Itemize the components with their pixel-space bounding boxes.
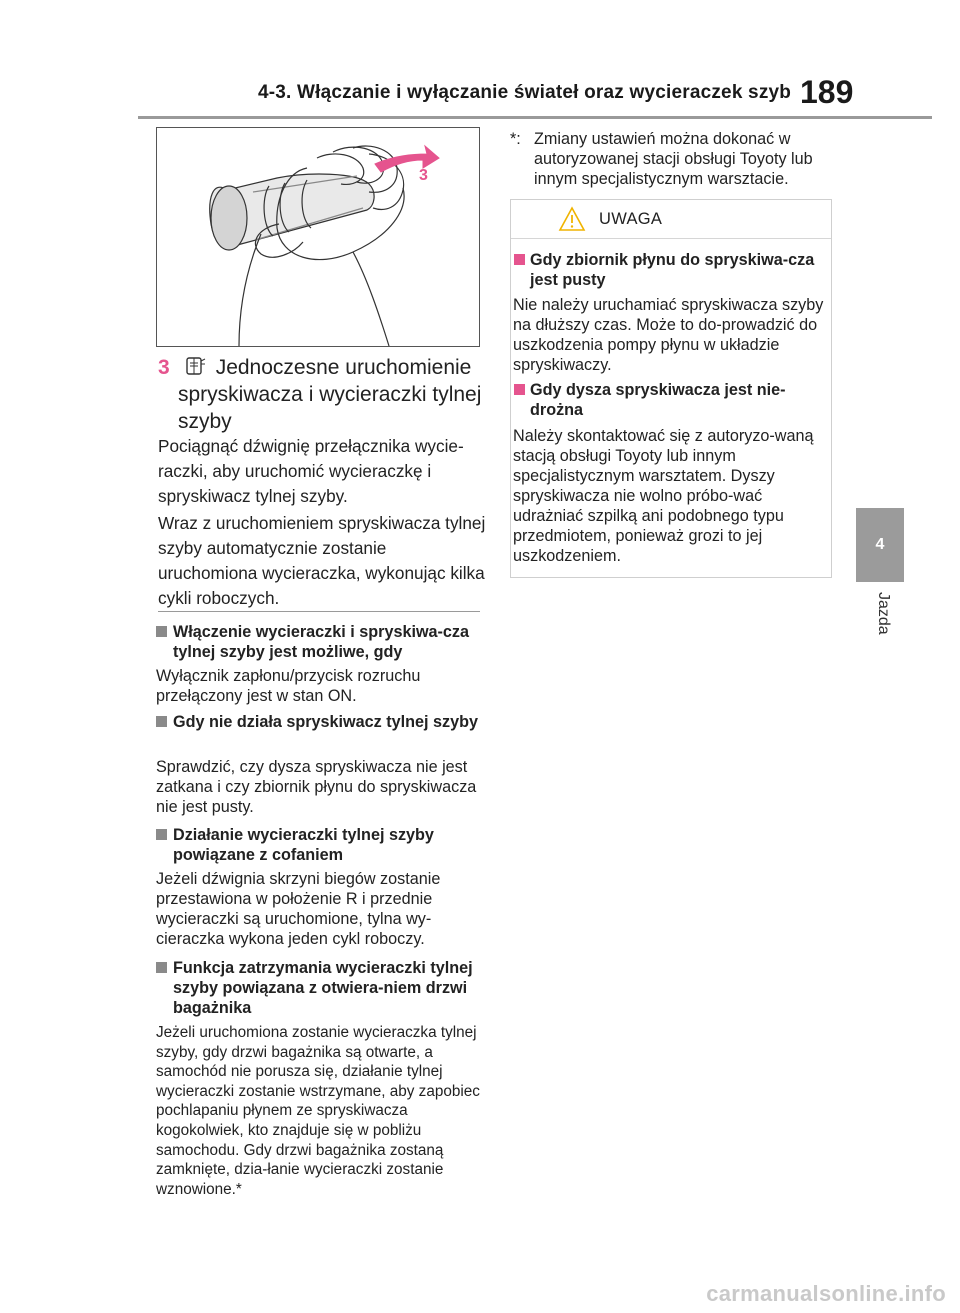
step-paragraph-2: Wraz z uruchomieniem spryskiwacza tylnej szyby automatycznie zostanie uruchomiona wycieraczka, wykonując kilka cykli roboczych. [158,513,486,608]
warning-divider [511,238,831,239]
section-divider [158,611,480,612]
step-title-line1: Jednoczesne uruchomienie [215,356,472,379]
wiper-lever-drawing [157,128,479,346]
section-bullet-icon [156,829,167,840]
step-number: 3 [158,356,170,379]
warning-heading-text: Gdy zbiornik płynu do spryskiwa-cza jest pusty [530,251,815,289]
warning-heading-text: Gdy dysza spryskiwacza jest nie-drożna [530,381,786,419]
section-text-4: Jeżeli uruchomiona zostanie wycieraczka tylnej szyby, gdy drzwi bagażnika są otwarte, a samochód nie porusza się, działanie tylnej wycieraczki zostanie wstrzymane, aby zapobiec pochlapaniu płynem ze spryskiwacza kogokolwiek, kto znajduje się w pobliżu samochodu. Gdy drzwi bagażnika zostaną zamknięte, dzia-łanie wycieraczki zostanie wznowione.* [156,1024,480,1198]
warning-bullet-icon [514,254,525,265]
warning-heading-2 [513,380,829,420]
section-bullet-icon [156,962,167,973]
section-heading-2 [156,712,488,732]
section-text-2: Sprawdzić, czy dysza spryskiwacza nie jest zatkana i czy zbiornik płynu do spryskiwacza nie jest pusty. [156,758,477,816]
step-heading [158,354,488,435]
watermark: carmanualsonline.info [706,1281,946,1306]
wiper-lever-illustration [156,127,480,347]
warning-triangle-icon [558,206,586,232]
step-title-rest: spryskiwacza i wycieraczki tylnej szyby [178,383,482,433]
warning-text-1: Nie należy uruchamiać spryskiwacza szyby na dłuższy czas. Może to do-prowadzić do uszkodzenia pompy płynu w układzie spryskiwaczy. [513,296,824,374]
section-heading-3 [156,825,488,865]
step-paragraph-1: Pociągnąć dźwignię przełącznika wycie-raczki, aby uruchomić wycieraczkę i spryskiwacz tylnej szyby. [158,436,464,506]
section-heading-text: Włączenie wycieraczki i spryskiwa-cza tylnej szyby jest możliwe, gdy [173,623,470,661]
section-heading-4 [156,958,488,1018]
warning-bullet-icon [514,384,525,395]
page-number: 189 [800,74,854,110]
rear-washer-icon [184,355,206,377]
chapter-label [858,588,902,648]
warning-box [510,199,832,578]
footnote-marker: *: [510,130,521,148]
footnote-text: Zmiany ustawień można dokonać w autoryzowanej stacji obsługi Toyoty lub innym specjalistycznym warsztacie. [534,130,813,188]
section-text-3: Jeżeli dźwignia skrzyni biegów zostanie przestawiona w położenie R i przednie wycieraczki są uruchomione, tylna wy-cieraczka wykona jeden cykl roboczy. [156,870,441,948]
section-title: 4-3. Włączanie i wyłączanie świateł oraz wycieraczek szyb [258,82,792,103]
warning-title: UWAGA [599,210,663,228]
section-heading-text: Funkcja zatrzymania wycieraczki tylnej szyby powiązana z otwiera-niem drzwi bagażnika [173,959,473,1017]
chapter-tab[interactable] [856,508,904,582]
section-heading-text: Działanie wycieraczki tylnej szyby powiązane z cofaniem [173,826,434,864]
figure-callout: 3 [419,167,428,184]
section-heading-text: Gdy nie działa spryskiwacz tylnej szyby [173,713,478,731]
chapter-number: 4 [875,536,885,553]
header-divider [138,116,932,119]
section-text-1: Wyłącznik zapłonu/przycisk rozruchu przełączony jest w stan ON. [156,667,421,705]
section-heading-1 [156,622,488,662]
chapter-label-text: Jazda [875,592,892,635]
warning-text-2: Należy skontaktować się z autoryzo-waną stacją obsługi Toyoty lub innym specjalistycznym warsztatem. Dyszy spryskiwacza nie wolno próbo-wać udrażniać szpilką ani podobnego typu przedmiotem, ponieważ grozi to jej uszkodzeniem. [513,427,814,565]
warning-heading-1 [513,250,829,290]
section-bullet-icon [156,716,167,727]
footnote [510,129,840,189]
section-bullet-icon [156,626,167,637]
